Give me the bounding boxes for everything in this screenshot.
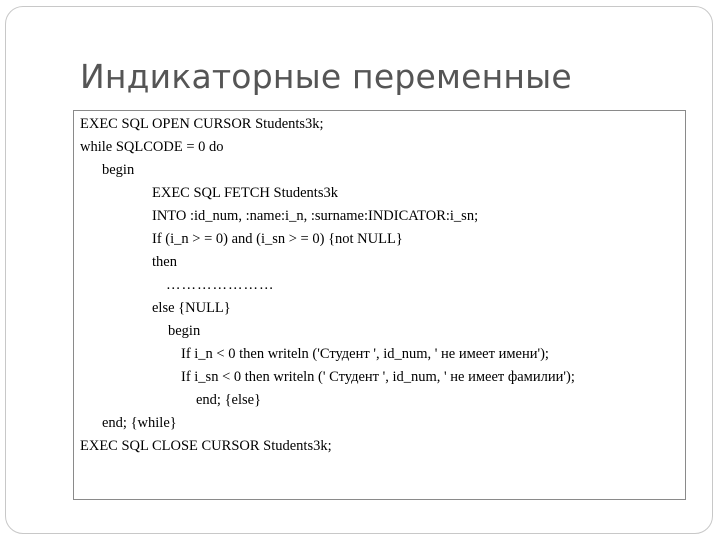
code-line-6: If (i_n > = 0) and (i_sn > = 0) {not NULL} [152, 231, 403, 247]
code-line-9: else {NULL} [152, 300, 231, 316]
code-line-4: EXEC SQL FETCH Students3k [152, 185, 338, 201]
code-line-13: end; {else} [196, 392, 262, 408]
code-line-15: EXEC SQL CLOSE CURSOR Students3k; [80, 438, 332, 454]
code-line-8: ………………… [166, 277, 275, 293]
code-line-3: begin [102, 162, 135, 178]
code-line-5: INTO :id_num, :name:i_n, :surname:INDICATOR:i_sn; [152, 208, 479, 224]
code-box [73, 110, 686, 500]
code-line-14: end; {while} [102, 415, 177, 431]
code-line-2: while SQLCODE = 0 do [80, 139, 224, 155]
code-line-10: begin [168, 323, 201, 339]
slide-title: Индикаторные переменные [80, 57, 572, 96]
code-line-11: If i_n < 0 then writeln ('Студент ', id_num, ' не имеет имени'); [181, 346, 549, 362]
code-line-7: then [152, 254, 177, 270]
code-line-1: EXEC SQL OPEN CURSOR Students3k; [80, 116, 324, 132]
code-line-12: If i_sn < 0 then writeln (' Студент ', id_num, ' не имеет фамилии'); [181, 369, 575, 385]
